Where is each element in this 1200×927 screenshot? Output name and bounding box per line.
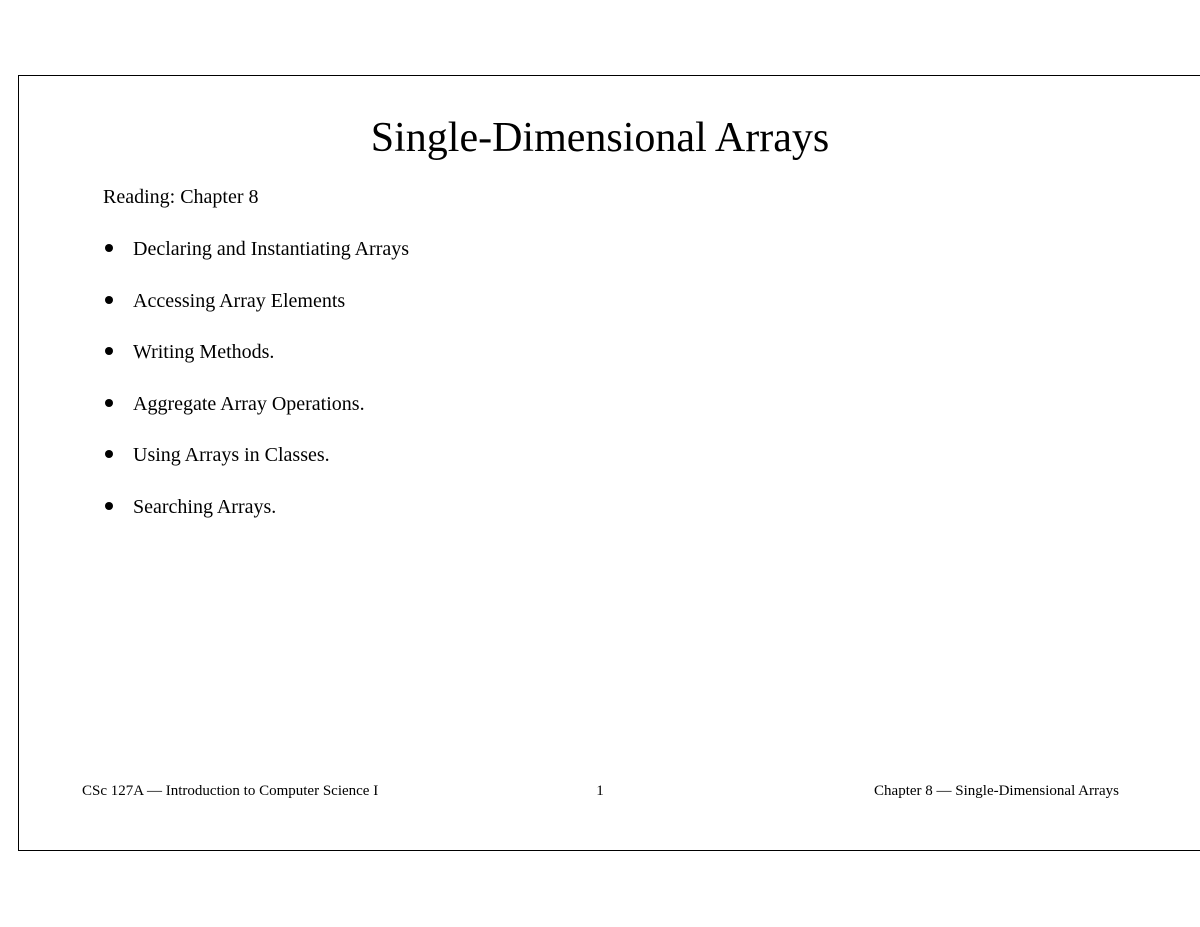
bullet-icon [105, 399, 113, 407]
footer-page-number: 1 [596, 783, 604, 799]
topic-label: Using Arrays in Classes. [133, 444, 330, 467]
bullet-icon [105, 244, 113, 252]
topic-list [103, 237, 409, 547]
topic-item [103, 289, 409, 341]
topic-item [103, 392, 409, 444]
footer-chapter: Chapter 8 — Single-Dimensional Arrays [874, 783, 1119, 799]
topic-label: Declaring and Instantiating Arrays [133, 238, 410, 260]
bullet-icon [105, 502, 113, 510]
bullet-icon [105, 347, 113, 355]
bullet-icon [105, 296, 113, 304]
topic-label: Aggregate Array Operations. [133, 392, 365, 415]
topic-item [103, 237, 409, 289]
topic-item [103, 443, 409, 495]
slide-title: Single-Dimensional Arrays [370, 115, 830, 161]
topic-label: Accessing Array Elements [133, 289, 346, 312]
topic-label: Writing Methods. [133, 341, 275, 364]
reading-assignment: Reading: Chapter 8 [103, 186, 259, 208]
topic-label: Searching Arrays. [133, 495, 277, 518]
footer-course: CSc 127A — Introduction to Computer Science I [82, 783, 379, 799]
bullet-icon [105, 450, 113, 458]
topic-item [103, 340, 409, 392]
topic-item [103, 495, 409, 547]
